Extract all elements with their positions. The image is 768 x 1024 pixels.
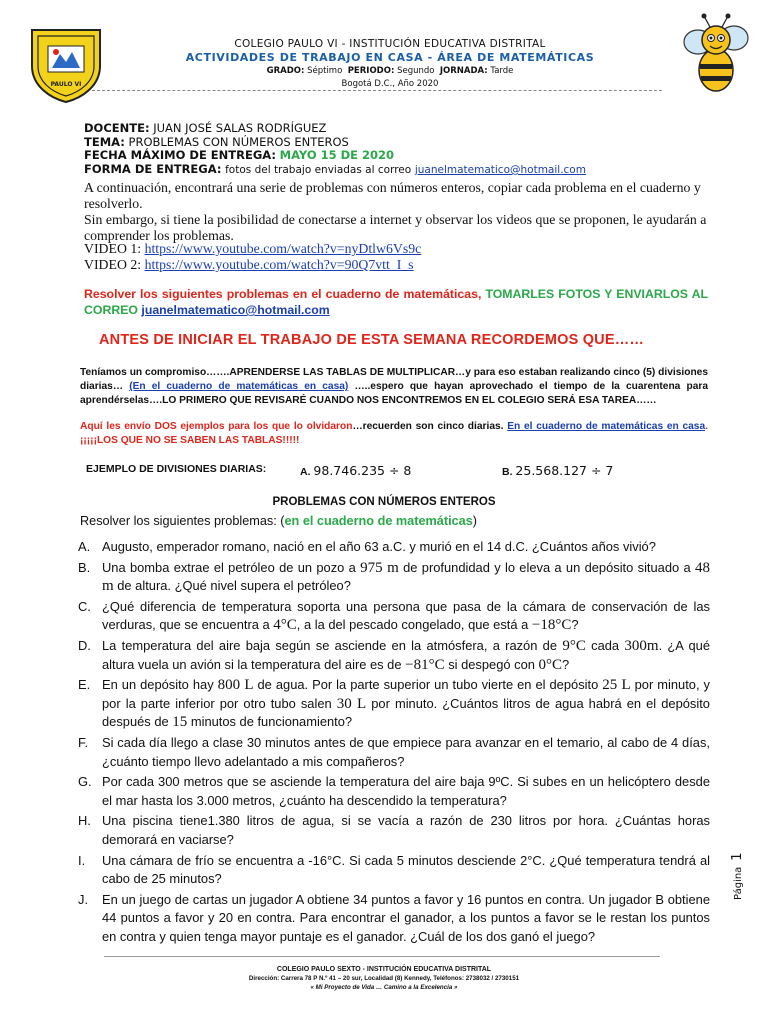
video-1-line: VIDEO 1: https://www.youtube.com/watch?v=nyDtlw6Vs9c (84, 241, 422, 256)
problems-intro: Resolver los siguientes problemas: (en el cuaderno de matemáticas) (80, 514, 478, 528)
grade-line: GRADO: Séptimo PERIODO: Segundo JORNADA: Tarde (266, 66, 514, 76)
page-number: Página1 (730, 852, 745, 900)
bee-mascot-icon (676, 8, 756, 98)
video-2-link[interactable]: https://www.youtube.com/watch?v=90Q7vtt_I_s (144, 257, 414, 272)
activity-title: ACTIVIDADES DE TRABAJO EN CASA - ÁREA DE MATEMÁTICAS (185, 51, 595, 64)
reminder-paragraph-1: Teníamos un compromiso…….APRENDERSE LAS TABLAS DE MULTIPLICAR…y para eso estaban realizando cinco (5) divisiones diarias… (En el cuaderno de matemáticas en casa) …..espero que hayan aprovechado el tiempo de la cuarentena para aprendérselas….LO PRIMERO QUE REVISARÉ CUANDO NOS ENCONTREMOS EN EL COLEGIO SERÁ ESA TAREA…… (80, 367, 708, 407)
intro-paragraph-2: Sin embargo, si tiene la posibilidad de conectarse a internet y observar los videos que se proponen, le ayudarán a comprender los problemas. (84, 212, 707, 243)
intro-paragraph-1: A continuación, encontrará una serie de problemas con números enteros, copiar cada problema en el cuaderno y resolverlo. (84, 180, 701, 211)
problem-e: E. En un depósito hay 800 L de agua. Por la parte superior un tubo vierte en el depósito 25 L por minuto, y por la parte inferior por otro tubo salen 30 L por minuto. ¿Cuántos litros de agua habrá en el depósito después de 15 minutos de funcionamiento? (78, 677, 710, 731)
forma-line: FORMA DE ENTREGA: fotos del trabajo enviadas al correo juanelmatematico@hotmail.com (84, 162, 586, 176)
fecha-line: FECHA MÁXIMO DE ENTREGA: MAYO 15 DE 2020 (84, 148, 395, 162)
city-year: Bogotá D.C., Año 2020 (341, 79, 439, 89)
video-1-link[interactable]: https://www.youtube.com/watch?v=nyDtlw6Vs9c (144, 241, 422, 256)
problem-d: D. La temperatura del aire baja según se asciende en la atmósfera, a razón de 9°C cada 300m. ¿A qué altura vuela un avión si la temperatura del aire es de −81°C si despegó con 0°C? (78, 637, 710, 673)
problem-c: C. ¿Qué diferencia de temperatura soporta una persona que pasa de la cámara de conservación de las verduras, que se encuentra a 4°C, a la del pescado congelado, que está a −18°C? (78, 598, 710, 634)
problem-a: A. Augusto, emperador romano, nació en el año 63 a.C. y murió en el 14 d.C. ¿Cuántos años vivió? (78, 539, 656, 554)
footer-motto: « Mi Proyecto de Vida … Camino a la Excelencia » (310, 984, 458, 991)
email-link[interactable]: juanelmatematico@hotmail.com (414, 164, 586, 176)
footer-address: Dirección: Carrera 78 P N.º 41 – 20 sur, Localidad (8) Kennedy, Teléfonos: 2738032 / 2730151 (248, 975, 520, 982)
header-divider (92, 90, 662, 91)
reminder-title: ANTES DE INICIAR EL TRABAJO DE ESTA SEMANA RECORDEMOS QUE…… (99, 332, 645, 348)
docente-line: DOCENTE: JUAN JOSÉ SALAS RODRÍGUEZ (84, 121, 327, 135)
problems-list (78, 538, 710, 948)
example-a: A. 98.746.235 ÷ 8 (300, 463, 412, 478)
school-logo (26, 24, 106, 104)
reminder-paragraph-2: Aquí les envío DOS ejemplos para los que lo olvidaron…recuerden son cinco diarias. En el cuaderno de matemáticas en casa. ¡¡¡¡¡LOS QUE NO SE SABEN LAS TABLAS!!!!! (80, 421, 708, 447)
footer-school: COLEGIO PAULO SEXTO - INSTITUCIÓN EDUCATIVA DISTRITAL (276, 966, 492, 973)
problem-b: B. Una bomba extrae el petróleo de un pozo a 975 m de profundidad y lo eleva a un depósito situado a 48 m de altura. ¿Qué nivel supera el petróleo? (78, 559, 710, 595)
examples-label: EJEMPLO DE DIVISIONES DIARIAS: (86, 463, 267, 475)
video-2-line: VIDEO 2: https://www.youtube.com/watch?v=90Q7vtt_I_s (84, 257, 414, 272)
problem-h: H. Una piscina tiene1.380 litros de agua, si se vacía a razón de 230 litros por hora. ¿Cuántas horas demorará en vaciarse? (78, 813, 710, 847)
problem-g: G. Por cada 300 metros que se asciende la temperatura del aire baja 9ºC. Si subes en un helicóptero desde el mar hasta los 3.000 metros, ¿cuánto ha descendido la temperatura? (78, 774, 710, 808)
instruction-email-link[interactable]: juanelmatematico@hotmail.com (141, 303, 330, 317)
instruction: Resolver los siguientes problemas en el cuaderno de matemáticas, TOMARLES FOTOS Y ENVIARLOS AL CORREO juanelmatematico@hotmail.com (84, 287, 708, 317)
problems-title: PROBLEMAS CON NÚMEROS ENTEROS (272, 496, 496, 508)
problem-j: J. En un juego de cartas un jugador A obtiene 34 puntos a favor y 16 puntos en contra. Un jugador B obtiene 44 puntos a favor y 20 en contra. Para encontrar el ganador, a los puntos a favor se le restan los puntos en contra y quien tenga mayor puntaje es el ganador. ¿Cuál de los dos ganó el juego? (78, 891, 710, 944)
tema-line: TEMA: PROBLEMAS CON NÚMEROS ENTEROS (84, 135, 349, 149)
problem-i: I. Una cámara de frío se encuentra a -16°C. Si cada 5 minutos desciende 2°C. ¿Qué temperatura tendrá al cabo de 25 minutos? (78, 852, 710, 887)
footer-divider (104, 956, 660, 957)
school-name: COLEGIO PAULO VI - INSTITUCIÓN EDUCATIVA DISTRITAL (234, 38, 546, 50)
problem-f: F. Si cada día llego a clase 30 minutos antes de que empiece para avanzar en el temario, al cabo de 4 días, ¿cuánto tiempo llevo adelantado a mis compañeros? (78, 734, 710, 769)
example-b: B. 25.568.127 ÷ 7 (502, 463, 614, 478)
logo-text: PAULO VI (50, 81, 82, 88)
